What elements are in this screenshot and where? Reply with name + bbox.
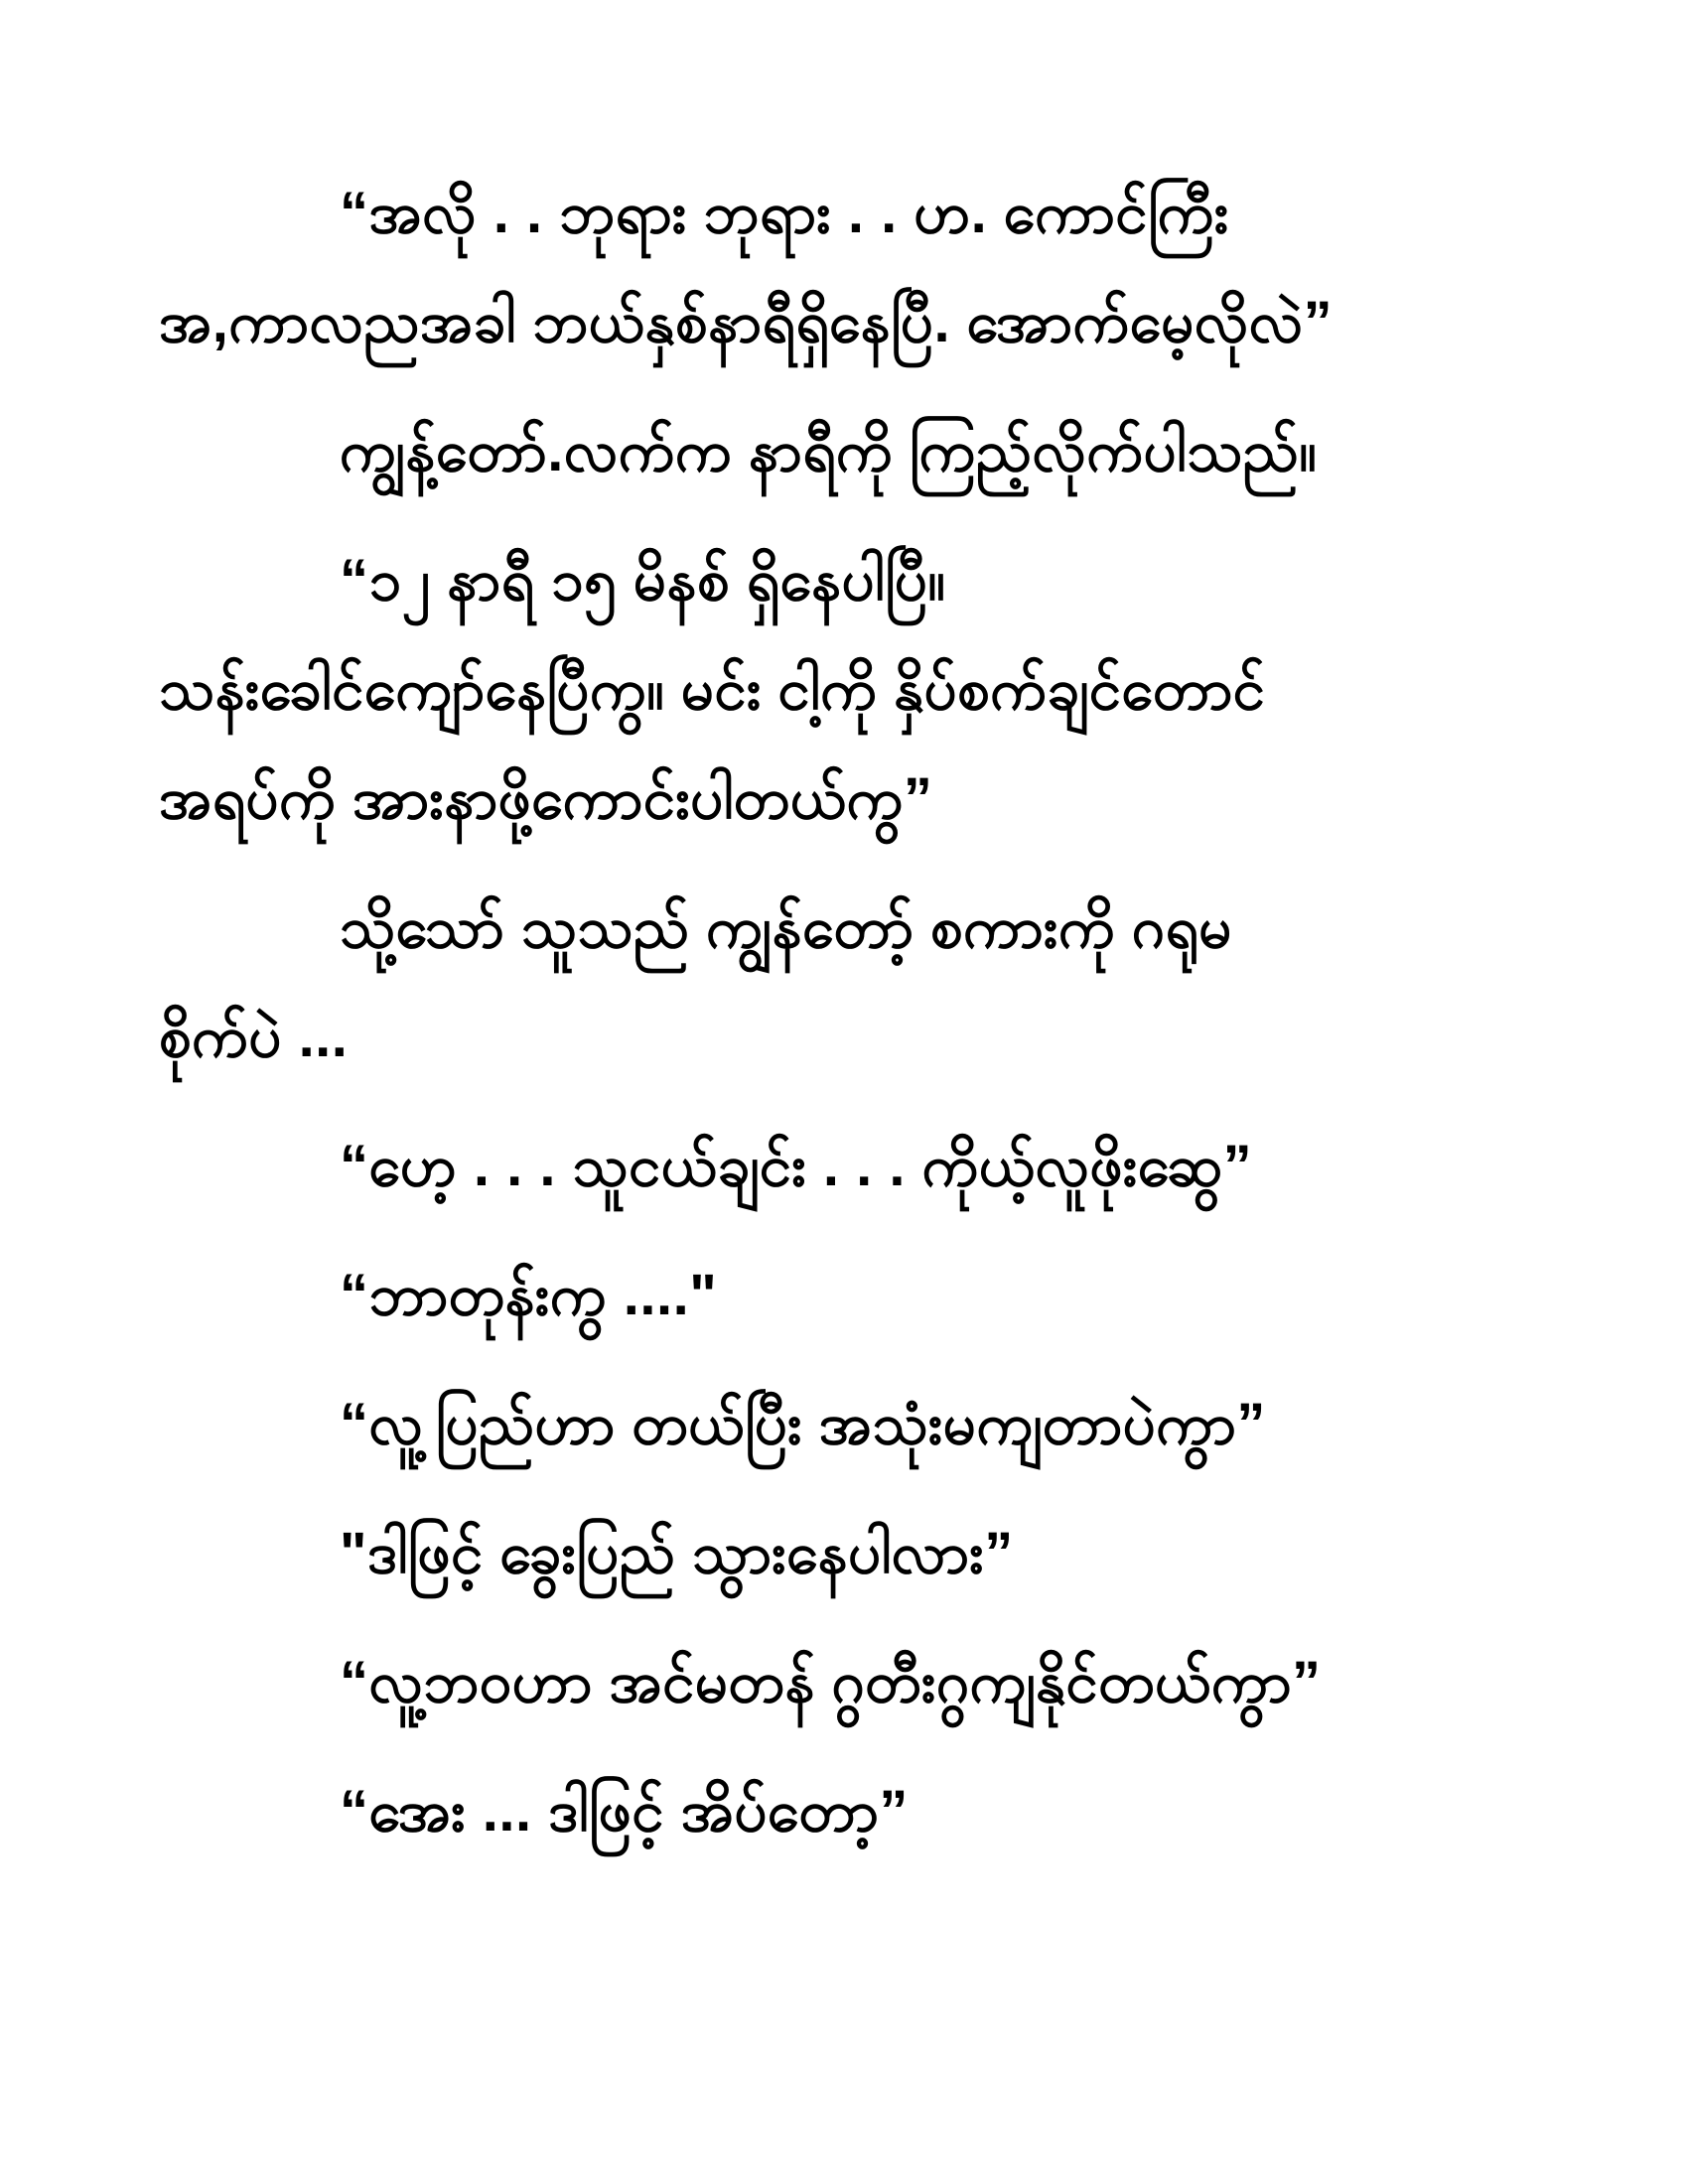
paragraph	[159, 397, 1569, 506]
paragraph	[159, 874, 1569, 1092]
text-line: “၁၂ နာရီ ၁၅ မိနစ် ရှိနေပါပြီ။	[340, 548, 946, 613]
paragraph	[159, 1499, 1569, 1608]
paragraph	[159, 1757, 1569, 1866]
text-line: “အေး ... ဒါဖြင့် အိပ်တော့”	[340, 1779, 909, 1843]
text-line: သန်းခေါင်ကျော်နေပြီကွ။ မင်း ငါ့ကို နှိပ်စက်ချင်တောင်	[159, 657, 1266, 722]
text-line: စိုက်ပဲ ...	[159, 1005, 349, 1069]
text-line: အရပ်ကို အားနာဖို့ကောင်းပါတယ်ကွ”	[159, 766, 933, 831]
paragraph	[159, 1112, 1569, 1221]
text-line: “အလို . . ဘုရား ဘုရား . . ဟ. ကောင်ကြီး	[340, 181, 1229, 245]
paragraph	[159, 159, 1569, 377]
paragraph	[159, 1370, 1569, 1479]
paragraph	[159, 1241, 1569, 1350]
text-line: “ဟေ့ . . . သူငယ်ချင်း . . . ကိုယ့်လူဖိုးဆွေ”	[340, 1134, 1253, 1198]
text-line: သို့သော် သူသည် ကျွန်တော့် စကားကို ဂရုမ	[340, 895, 1232, 960]
paragraph	[159, 1628, 1569, 1737]
text-line: “ဘာတုန်းကွ ...."	[340, 1263, 718, 1327]
text-line: "ဒါဖြင့် ခွေးပြည် သွားနေပါလား”	[340, 1521, 1014, 1585]
paragraph	[159, 526, 1569, 854]
text-line: အ,ကာလညအခါ ဘယ်နှစ်နာရီရှိနေပြီ. အောက်မေ့လိုလဲ”	[159, 290, 1334, 354]
text-line: “လူ့ပြည်ဟာ တယ်ပြီး အသုံးမကျတာပဲကွာ”	[340, 1392, 1266, 1456]
text-line: ကျွန့်တော်.လက်က နာရီကို ကြည့်လိုက်ပါသည်။	[340, 419, 1318, 483]
text-line: “လူ့ဘဝဟာ အင်မတန် ဂွတီးဂွကျနိုင်တယ်ကွာ”	[340, 1650, 1322, 1714]
story-text-block	[159, 159, 1569, 1886]
